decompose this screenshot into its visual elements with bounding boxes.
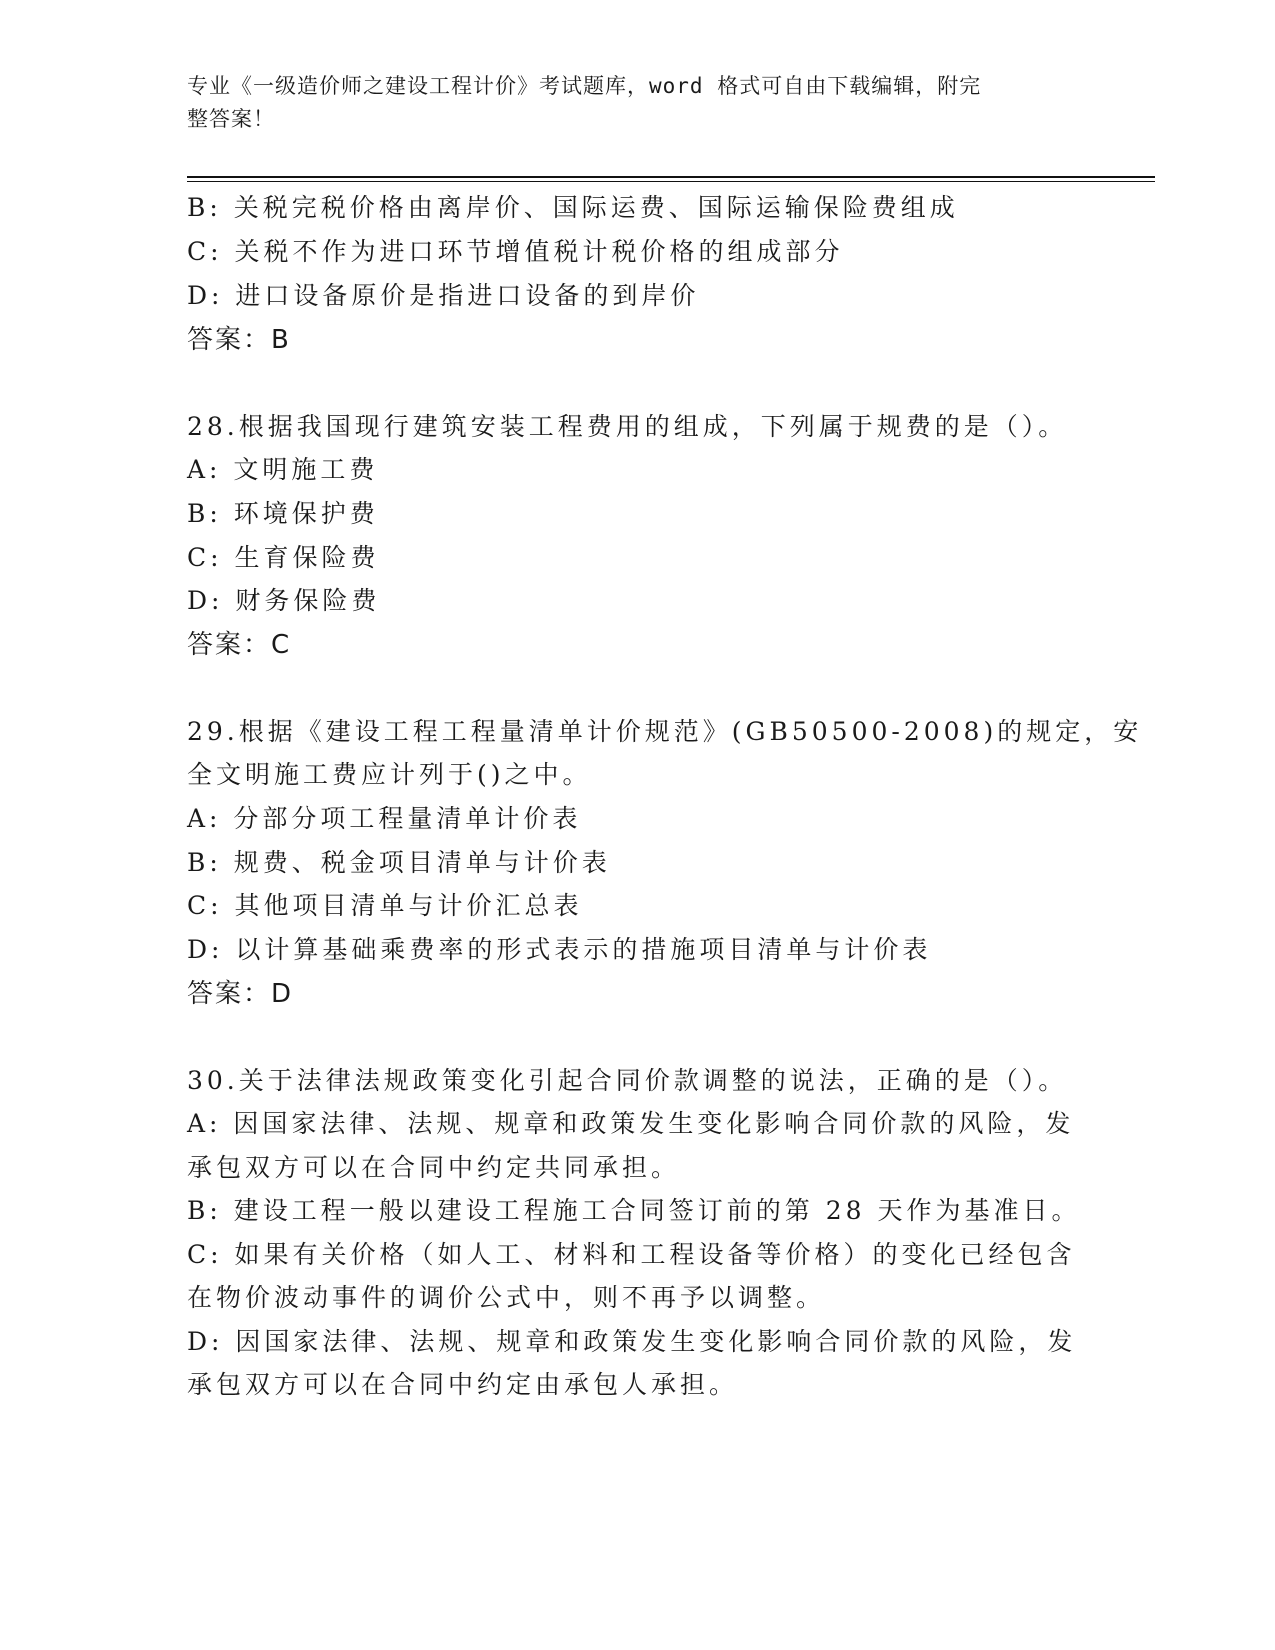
q28-option-c: C: 生育保险费 xyxy=(187,543,380,572)
document-header xyxy=(187,70,1067,136)
q27-option-c: C: 关税不作为进口环节增值税计税价格的组成部分 xyxy=(187,237,844,266)
q29-option-a: A: 分部分项工程量清单计价表 xyxy=(187,804,582,833)
q28-option-a: A: 文明施工费 xyxy=(187,455,379,484)
header-line-1: 专业《一级造价师之建设工程计价》考试题库，word 格式可自由下载编辑，附完 xyxy=(187,74,982,98)
header-divider-thin xyxy=(187,181,1155,182)
q27-option-d: D: 进口设备原价是指进口设备的到岸价 xyxy=(187,281,700,310)
q27-option-b: B: 关税完税价格由离岸价、国际运费、国际运输保险费组成 xyxy=(187,193,959,222)
q28-answer: 答案：C xyxy=(187,630,292,660)
q27-answer: 答案：B xyxy=(187,325,291,355)
q28-option-d: D: 财务保险费 xyxy=(187,586,381,615)
q30-option-c-line-1: C: 如果有关价格（如人工、材料和工程设备等价格）的变化已经包含 xyxy=(187,1240,1076,1269)
q29-stem-line-2: 全文明施工费应计列于()之中。 xyxy=(187,760,592,789)
q30-option-c-line-2: 在物价波动事件的调价公式中，则不再予以调整。 xyxy=(187,1283,826,1312)
q30-option-b: B: 建设工程一般以建设工程施工合同签订前的第 28 天作为基准日。 xyxy=(187,1196,1081,1225)
header-divider-thick xyxy=(187,176,1155,178)
q29-stem-line-1: 29.根据《建设工程工程量清单计价规范》(GB50500-2008)的规定，安 xyxy=(187,717,1143,746)
q30-stem: 30.关于法律法规政策变化引起合同价款调整的说法，正确的是（）。 xyxy=(187,1066,1068,1095)
q30-option-a-line-2: 承包双方可以在合同中约定共同承担。 xyxy=(187,1153,681,1182)
q30-option-d-line-1: D: 因国家法律、法规、规章和政策发生变化影响合同价款的风险，发 xyxy=(187,1327,1077,1356)
q29-option-b: B: 规费、税金项目清单与计价表 xyxy=(187,848,611,877)
q28-option-b: B: 环境保护费 xyxy=(187,499,379,528)
q30-option-d-line-2: 承包双方可以在合同中约定由承包人承担。 xyxy=(187,1370,739,1399)
q28-stem: 28.根据我国现行建筑安装工程费用的组成，下列属于规费的是（）。 xyxy=(187,412,1068,441)
q30-option-a-line-1: A: 因国家法律、法规、规章和政策发生变化影响合同价款的风险，发 xyxy=(187,1109,1075,1138)
q29-option-c: C: 其他项目清单与计价汇总表 xyxy=(187,891,583,920)
q29-answer: 答案：D xyxy=(187,979,294,1009)
header-line-2: 整答案！ xyxy=(187,107,275,131)
q29-option-d: D: 以计算基础乘费率的形式表示的措施项目清单与计价表 xyxy=(187,935,932,964)
